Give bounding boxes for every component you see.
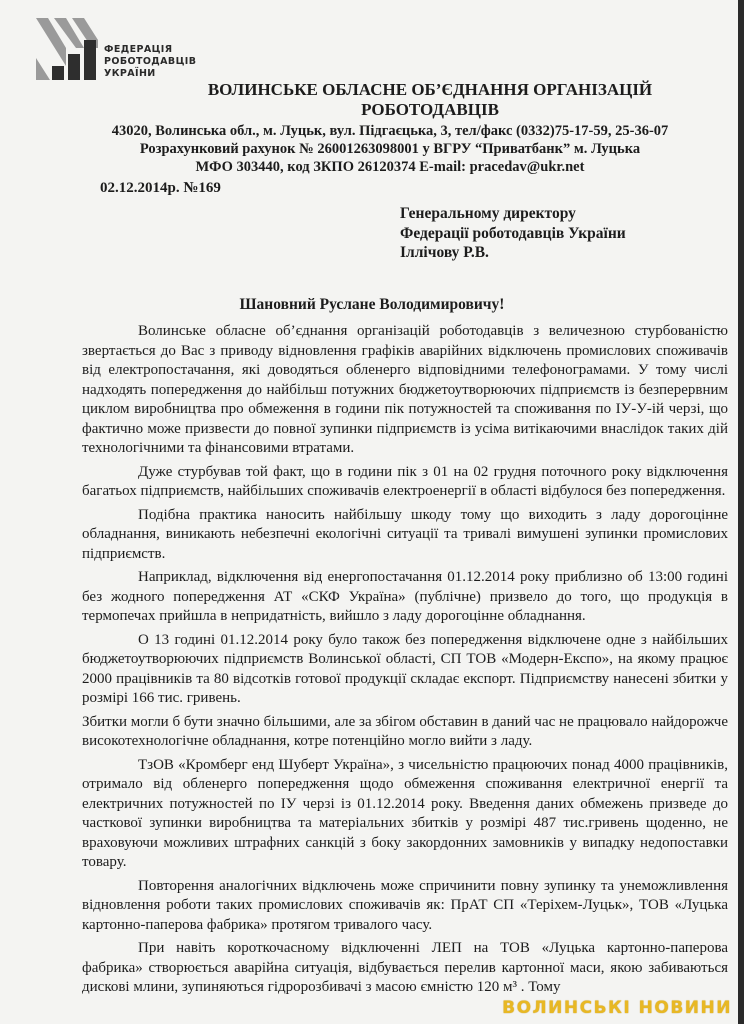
- bank-account: Розрахунковий рахунок № 26001263098001 у ВГРУ “Приватбанк” м. Луцька: [139, 141, 641, 157]
- address: 43020, Волинська обл., м. Луцьк, вул. Підгаєцька, 3, тел/факс (0332)75-17-59, 25-36-07: [111, 123, 669, 139]
- org-title-line: РОБОТОДАВЦІВ: [361, 100, 499, 119]
- news-watermark: ВОЛИНСЬКІ НОВИНИ: [502, 998, 732, 1018]
- paragraph: Збитки могли б бути значно більшими, але за збігом обставин в даний час не працювало найдорожче високотехнологічне обладнання, котре потенційно могло вийти з ладу.: [82, 713, 728, 749]
- paragraph: Наприклад, відключення від енергопостачання 01.12.2014 року приблизно об 13:00 годині без жодного попередження АТ «СКФ Україна» (публічне) призвело до того, що продукція в термопечах прийшла в непридатність, вийшло з ладу дорогоцінне обладнання.: [82, 569, 728, 624]
- letter-body: [82, 322, 728, 1002]
- paragraph: О 13 годині 01.12.2014 року було також без попередження відключене одне з найбільших бюджетоутворюючих підприємств Волинської області, СП ТОВ «Модерн-Експо», на якому працює 2000 працівників та 80 відсотків готової продукції складає експорт. Підприємству нанесені збитки у розмірі 166 тис. гривень.: [82, 631, 728, 706]
- addressee: [400, 204, 626, 263]
- salutation: Шановний Руслане Володимировичу!: [239, 296, 505, 313]
- org-title-line: ВОЛИНСЬКЕ ОБЛАСНЕ ОБ’ЄДНАННЯ ОРГАНІЗАЦІЙ: [207, 80, 653, 99]
- employers-federation-logo-icon: [36, 18, 98, 80]
- paragraph: Подібна практика наносить найбільшу шкоду тому що виходить з ладу дорогоцінне обладнання, виникають небезпечні екологічні ситуації та тривалі вимушені зупинки промислових підприємств.: [82, 506, 728, 562]
- paragraph: Волинське обласне об’єднання організацій роботодавців з величезною стурбованістю звертається до Вас з приводу відновлення графіків аварійних відключень промислових споживачів від електропостачання, які доводяться обленерго відповідними телефонограмами. У тому числі надходять попередження до найбільш потужних бюджетоутворюючих підприємств із безперервним циклом виробництва про обмеження в години пік потужностей та споживання по ІУ-У-ій черзі, що фактично може призвести до повної зупинки підприємств із усіма витікаючими внаслідок таких дій технологічними та фінансовими втратами.: [82, 323, 728, 456]
- logo-line: ФЕДЕРАЦІЯ: [104, 44, 173, 55]
- addressee-position: Генеральному директору: [400, 205, 576, 222]
- addressee-name: Іллічову Р.В.: [400, 244, 489, 261]
- organization-requisites: [70, 122, 710, 176]
- addressee-organization: Федерації роботодавців України: [400, 224, 626, 242]
- date-and-number: 02.12.2014р. №169: [100, 180, 221, 196]
- organization-title: [150, 80, 710, 120]
- paragraph: ТзОВ «Кромберг енд Шуберт Україна», з чисельністю працюючих понад 4000 працівників, отримало від обленерго попередження щодо обмеження споживання електричної енергії та електричних потужностей по ІУ черзі із 01.12.2014 року. Введення даних обмежень призведе до часткової зупинки виробництва та матеріальних збитків у розмірі 487 тис.гривень щоденно, не враховуючи можливих штрафних санкцій з боку закордонних замовників у випадку недопоставки товару.: [82, 756, 728, 870]
- logo-text: [104, 44, 196, 80]
- paragraph: При навіть короткочасному відключенні ЛЕП на ТОВ «Луцька картонно-паперова фабрика» створюється аварійна ситуація, відбувається перелив картонної маси, якою забиваються дискові млини, зупиняються гідророзбивачі з масою ємністю 120 м³ . Тому: [82, 940, 728, 995]
- logo-line: РОБОТОДАВЦІВ: [104, 56, 197, 67]
- logo-line: УКРАЇНИ: [104, 68, 156, 79]
- paragraph: Повторення аналогічних відключень може спричинити повну зупинку та унеможливлення відновлення роботи таких промислових споживачів як: ПрАТ СП «Теріхем-Луцьк», ТОВ «Луцька картонно-паперова фабрика» протягом тривалого часу.: [82, 877, 728, 933]
- paragraph: Дуже стурбував той факт, що в години пік з 01 на 02 грудня поточного року відключення багатьох підприємств, найбільших споживачів електроенергії в області відбулося без попередження.: [82, 463, 728, 499]
- scan-edge: [738, 0, 744, 1024]
- codes-email: МФО 303440, код ЗКПО 26120374 E-mail: pracedav@ukr.net: [195, 159, 585, 175]
